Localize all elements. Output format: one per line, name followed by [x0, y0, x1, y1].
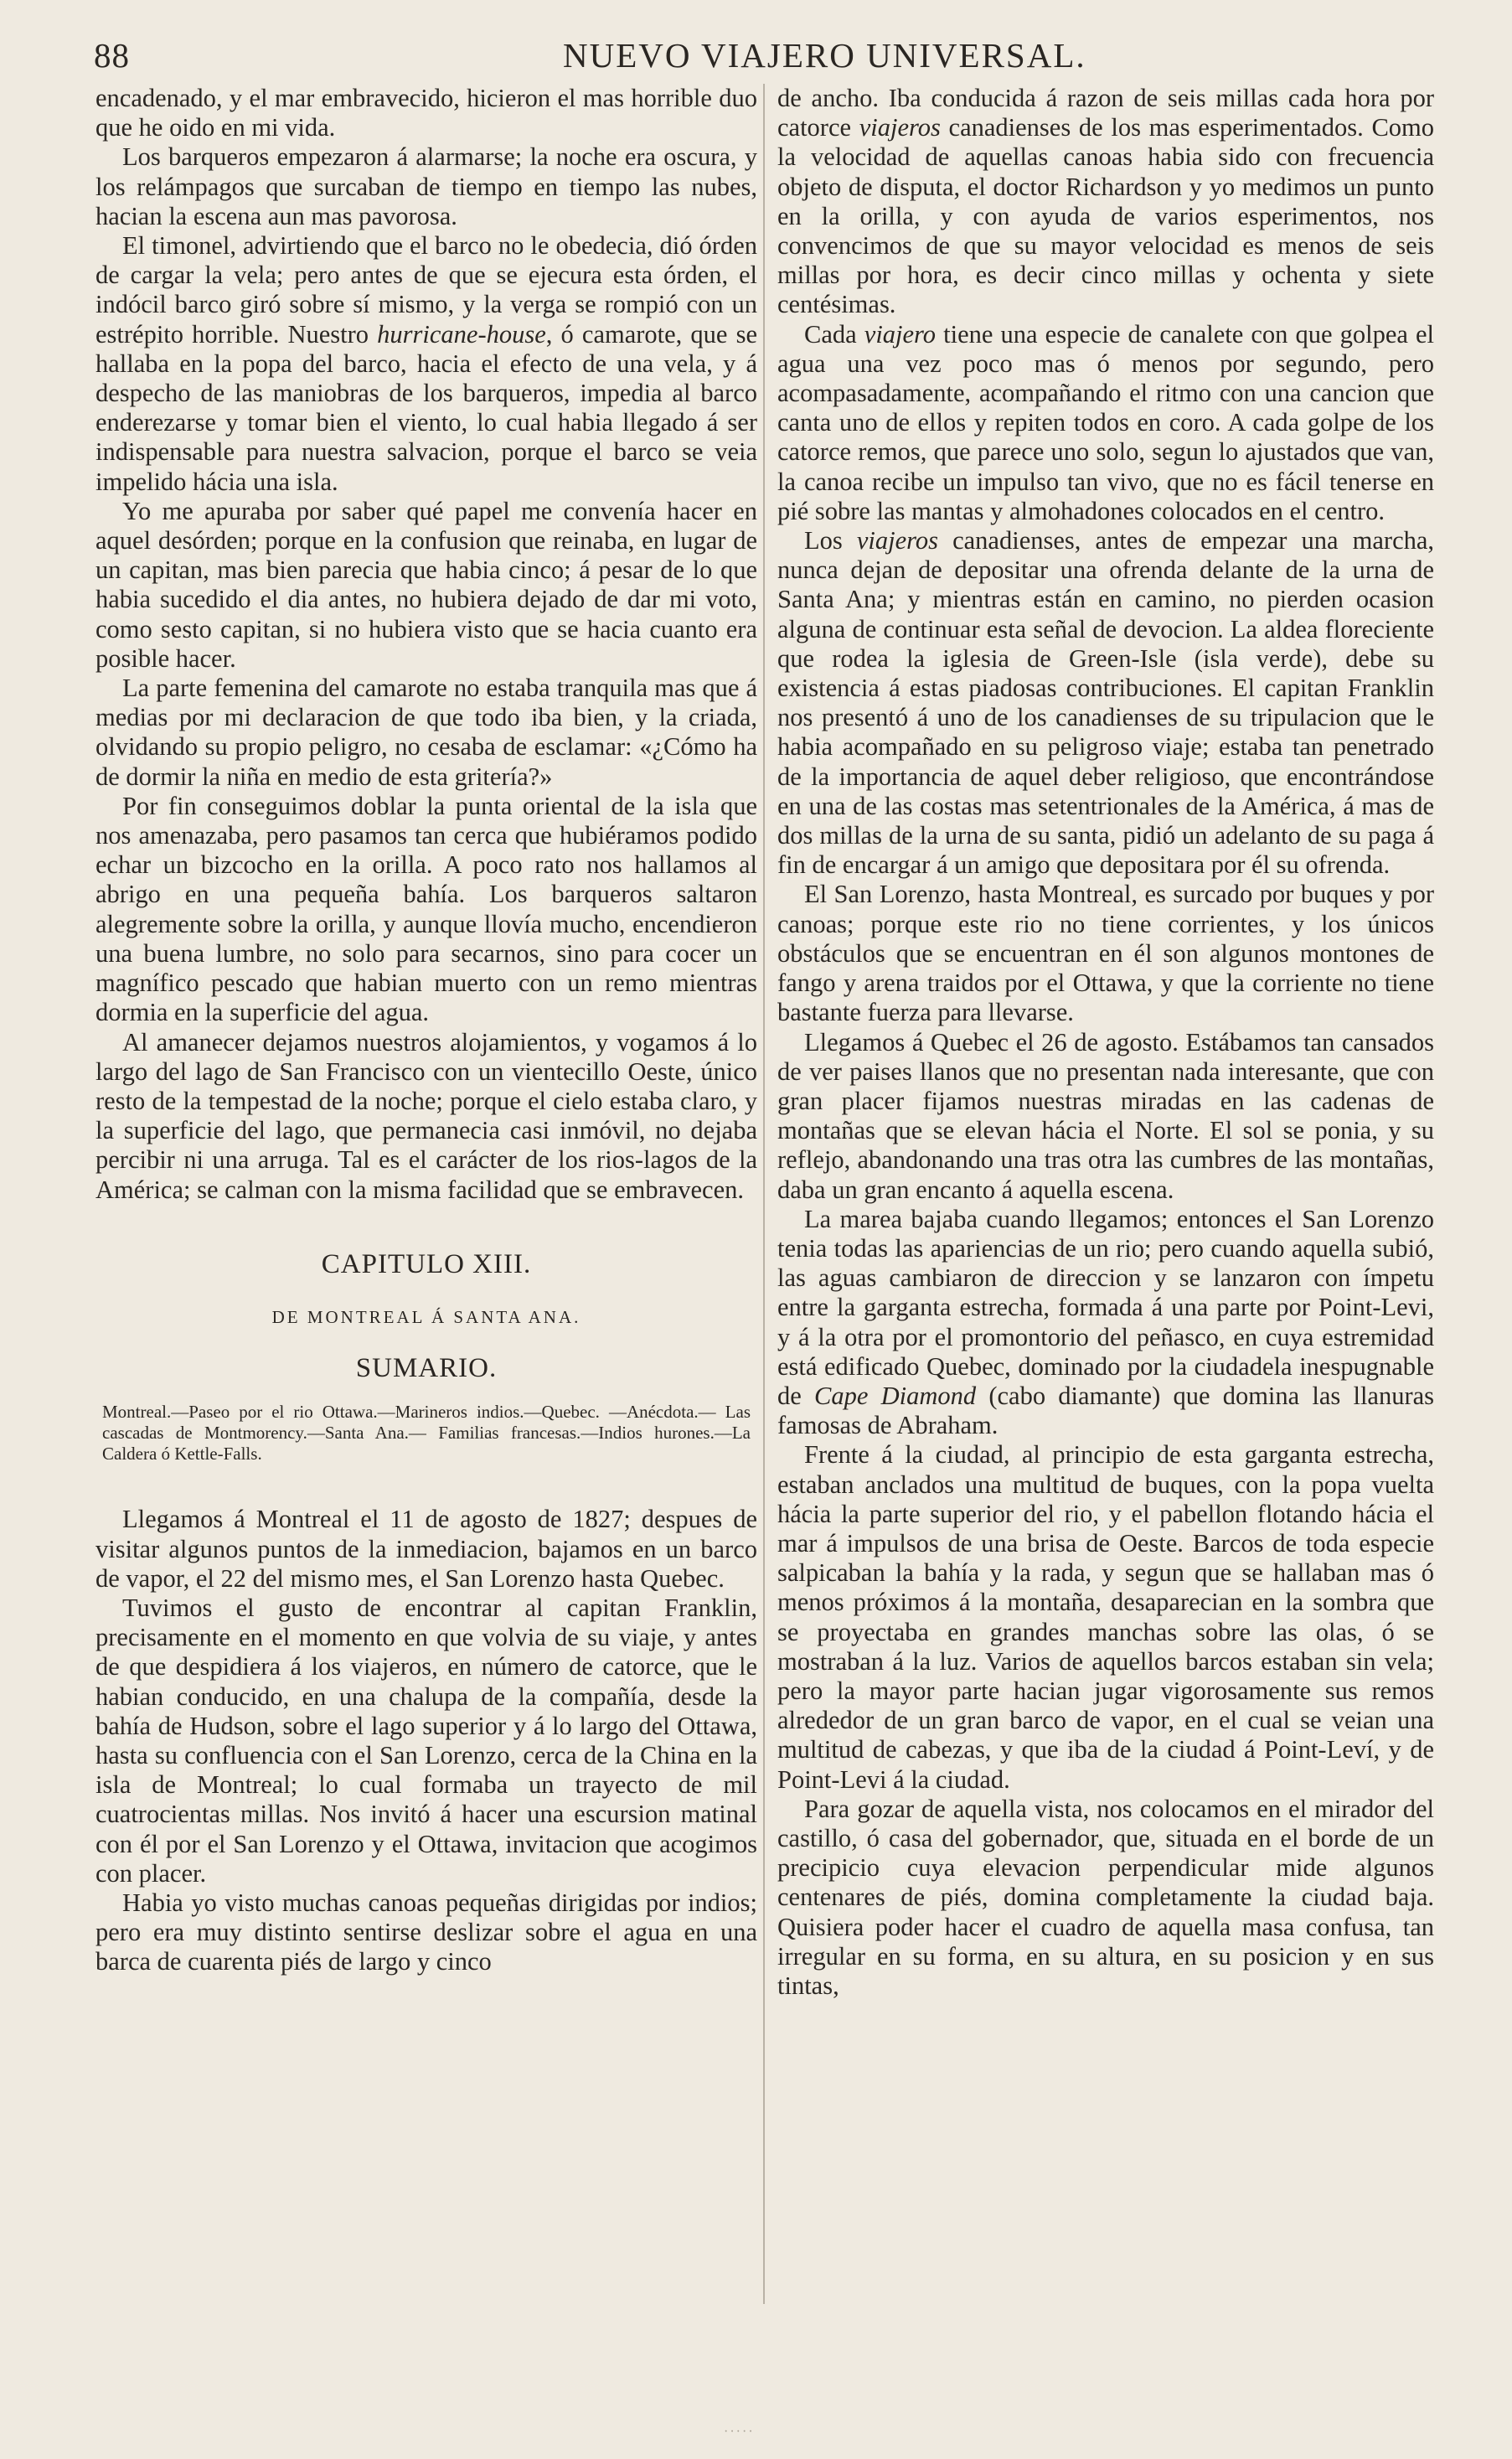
summary-heading: SUMARIO.: [355, 1353, 498, 1384]
emphasis: viajero: [864, 319, 937, 349]
running-title: NUEVO VIAJERO UNIVERSAL.: [563, 36, 1086, 75]
paragraph: Al amanecer dejamos nuestros alojamientos, y vogamos á lo largo del lago de San Francisco con un vientecillo Oeste, único resto de la tempestad de la noche; porque el cielo estaba claro, y la superficie del lago, que permanecia casi inmóvil, no dejaba percibir ni una arruga. Tal es el carácter de los rios-lagos de la América; se calman con la misma facilidad que se embravecen.: [95, 1027, 757, 1204]
paragraph: La parte femenina del camarote no estaba tranquila mas que á medias por mi declaracion de que todo iba bien, y la criada, olvidando su propio peligro, no cesaba de esclamar: «¿Cómo ha de dormir la niña en medio de esta gritería?»: [95, 674, 757, 791]
emphasis: hurricane-house: [377, 319, 546, 349]
paragraph: Los viajeros canadienses, antes de empezar una marcha, nunca dejan de depositar una ofrenda delante de la urna de Santa Ana; y mientras están en camino, no pierden ocasion alguna de continuar esta señal de devocion. La aldea floreciente que rodea la iglesia de Green-Isle (isla verde), debe su existencia á estas piadosas contribuciones. El capitan Franklin nos presentó á uno de los canadienses de su tripulacion que le habia acompañado en su peligroso viaje; estaba tan penetrado de la importancia de aquel deber religioso, que encontrándose en una de las costas mas setentrionales de la América, á mas de dos millas de la urna de su santa, pidió un adelanto de su paga á fin de encargar á un amigo que depositara por él su ofrenda.: [777, 526, 1435, 880]
paragraph: Por fin conseguimos doblar la punta oriental de la isla que nos amenazaba, pero pasamos tan cerca que hubiéramos podido echar un bizcocho en la orilla. A poco rato nos hallamos al abrigo en una pequeña bahía. Los barqueros saltaron alegremente sobre la orilla, y aunque llovía mucho, encendieron una buena lumbre, no solo para secarnos, sino para cocer un magnífico pescado que habian muerto con un remo mientras dormia en la superficie del agua.: [95, 791, 757, 1027]
emphasis: viajeros: [859, 113, 941, 142]
paragraph: Llegamos á Montreal el 11 de agosto de 1827; despues de visitar algunos puntos de la inmediacion, bajamos en un barco de vapor, el 22 del mismo mes, el San Lorenzo hasta Quebec.: [95, 1505, 757, 1593]
chapter-title: CAPITULO XIII.: [321, 1248, 532, 1279]
emphasis: Cape Diamond: [814, 1381, 977, 1410]
paragraph: Para gozar de aquella vista, nos colocamos en el mirador del castillo, ó casa del gobernador, que, situada en el borde de un precipicio cuya elevacion perpendicular mide algunos centenares de piés, domina completamente la ciudad baja. Quisiera poder hacer el cuadro de aquella masa confusa, tan irregular en su forma, en su altura, en su posicion y en sus tintas,: [777, 1794, 1434, 2000]
paragraph: La marea bajaba cuando llegamos; entonces el San Lorenzo tenia todas las apariencias de un rio; pero cuando aquella subió, las aguas cambiaron de direccion y se lanzaron con ímpetu entre la garganta estrecha, formada á una parte por Point-Levi, y á la otra por el promontorio del peñasco, en cuya estremidad está edificado Quebec, dominado por la ciudadela inespugnable de Cape Diamond (cabo diamante) que domina las llanuras famosas de Abraham.: [777, 1204, 1435, 1440]
right-column: [777, 84, 1434, 2001]
paragraph: Habia yo visto muchas canoas pequeñas dirigidas por indios; pero era muy distinto sentirse deslizar sobre el agua en una barca de cuarenta piés de largo y cinco: [95, 1888, 757, 1976]
column-divider: [763, 84, 765, 2304]
paragraph: de ancho. Iba conducida á razon de seis millas cada hora por catorce viajeros canadienses de los mas esperimentados. Como la velocidad de aquellas canoas habia sido con frecuencia objeto de disputa, el doctor Richardson y yo medimos un punto en la orilla, y con ayuda de varios esperimentos, nos convencimos de que su mayor velocidad es menos de seis millas por hora, es decir cinco millas y ochenta y siete centésimas.: [777, 84, 1435, 319]
paragraph: El San Lorenzo, hasta Montreal, es surcado por buques y por canoas; porque este rio no tiene corrientes, y los únicos obstáculos que se encuentran en él son algunos montones de fango y arena traidos por el Ottawa, y que la corriente no tiene bastante fuerza para llevarse.: [777, 880, 1434, 1027]
paragraph: Llegamos á Quebec el 26 de agosto. Estábamos tan cansados de ver paises llanos que no presentan nada interesante, que con gran placer fijamos nuestras miradas en las cadenas de montañas que se elevan hácia el Norte. El sol se ponia, y su reflejo, abandonando una tras otra las cumbres de las montañas, daba un gran encanto á aquella escena.: [777, 1027, 1434, 1204]
paragraph: El timonel, advirtiendo que el barco no le obedecia, dió órden de cargar la vela; pero antes de que se ejecura esta órden, el indócil barco giró sobre sí mismo, y la verga se rompió con un estrépito horrible. Nuestro hurricane-house, ó camarote, que se hallaba en la popa del barco, hacia el efecto de una vela, y á despecho de las maniobras de los barqueros, impedia al barco enderezarse y tomar bien el viento, lo cual habia llegado á ser indispensable para nuestra salvacion, porque el barco se veia impelido hácia una isla.: [95, 231, 758, 496]
paragraph: Cada viajero tiene una especie de canalete con que golpea el agua una vez poco mas ó menos por segundo, pero acompasadamente, acompañando el ritmo con una cancion que canta uno de ellos y repiten todos en coro. A cada golpe de los catorce remos, que parece uno solo, segun lo ajustados que van, la canoa recibe un impulso tan vivo, que no es fácil tenerse en pié sobre las mantas y almohadones colocados en el centro.: [777, 319, 1435, 525]
summary-text: Montreal.—Paseo por el rio Ottawa.—Marineros indios.—Quebec. —Anécdota.— Las cascadas de Montmorency.—Santa Ana.— Familias francesas.—Indios hurones.—La Caldera ó Kettle-Falls.: [102, 1402, 751, 1465]
left-column: [95, 84, 757, 1977]
paragraph: Yo me apuraba por saber qué papel me convenía hacer en aquel desórden; porque en la confusion que reinaba, en lugar de un capitan, mas bien parecia que habia cinco; á pesar de lo que habia sucedido el dia antes, no hubiera dejado de dar mi voto, como sesto capitan, si no hubiera visto que se hacia cuanto era posible hacer.: [95, 496, 757, 673]
paragraph: encadenado, y el mar embravecido, hicieron el mas horrible duo que he oido en mi vida.: [95, 84, 757, 142]
footer-mark: ·····: [724, 2425, 755, 2439]
paragraph: Tuvimos el gusto de encontrar al capitan Franklin, precisamente en el momento en que volvia de su viaje, y antes de que despidiera á los viajeros, en número de catorce, que le habian conducido, en una chalupa de la compañía, desde la bahía de Hudson, sobre el lago superior y á lo largo del Ottawa, hasta su confluencia con el San Lorenzo, cerca de la China en la isla de Montreal; lo cual formaba un trayecto de mil cuatrocientas millas. Nos invitó á hacer una escursion matinal con él por el San Lorenzo y el Ottawa, invitacion que acogimos con placer.: [95, 1593, 757, 1888]
page-header: [94, 35, 1426, 82]
paragraph: Frente á la ciudad, al principio de esta garganta estrecha, estaban anclados una multitud de buques, con la popa vuelta hácia la parte superior del rio, y el pabellon flotando hácia el mar á impulsos de una brisa de Oeste. Barcos de toda especie salpicaban la bahía y la rada, y segun que se hallaban mas ó menos próximos á la montaña, desaparecian en la sombra que se proyectaba en grandes manchas sobre las olas, ó se mostraban á la luz. Varios de aquellos barcos estaban sin vela; pero la mayor parte hacian jugar vigorosamente sus remos alrededor de un gran barco de vapor, en el cual se veian una multitud de cabezas, y que iba de la ciudad á Point-Leví, y de Point-Levi á la ciudad.: [777, 1440, 1434, 1794]
chapter-subtitle: DE MONTREAL Á SANTA ANA.: [271, 1306, 581, 1327]
emphasis: viajeros: [856, 526, 938, 555]
paragraph: Los barqueros empezaron á alarmarse; la noche era oscura, y los relámpagos que surcaban de tiempo en tiempo las nubes, hacian la escena aun mas pavorosa.: [95, 142, 757, 230]
page-number: 88: [94, 36, 130, 75]
